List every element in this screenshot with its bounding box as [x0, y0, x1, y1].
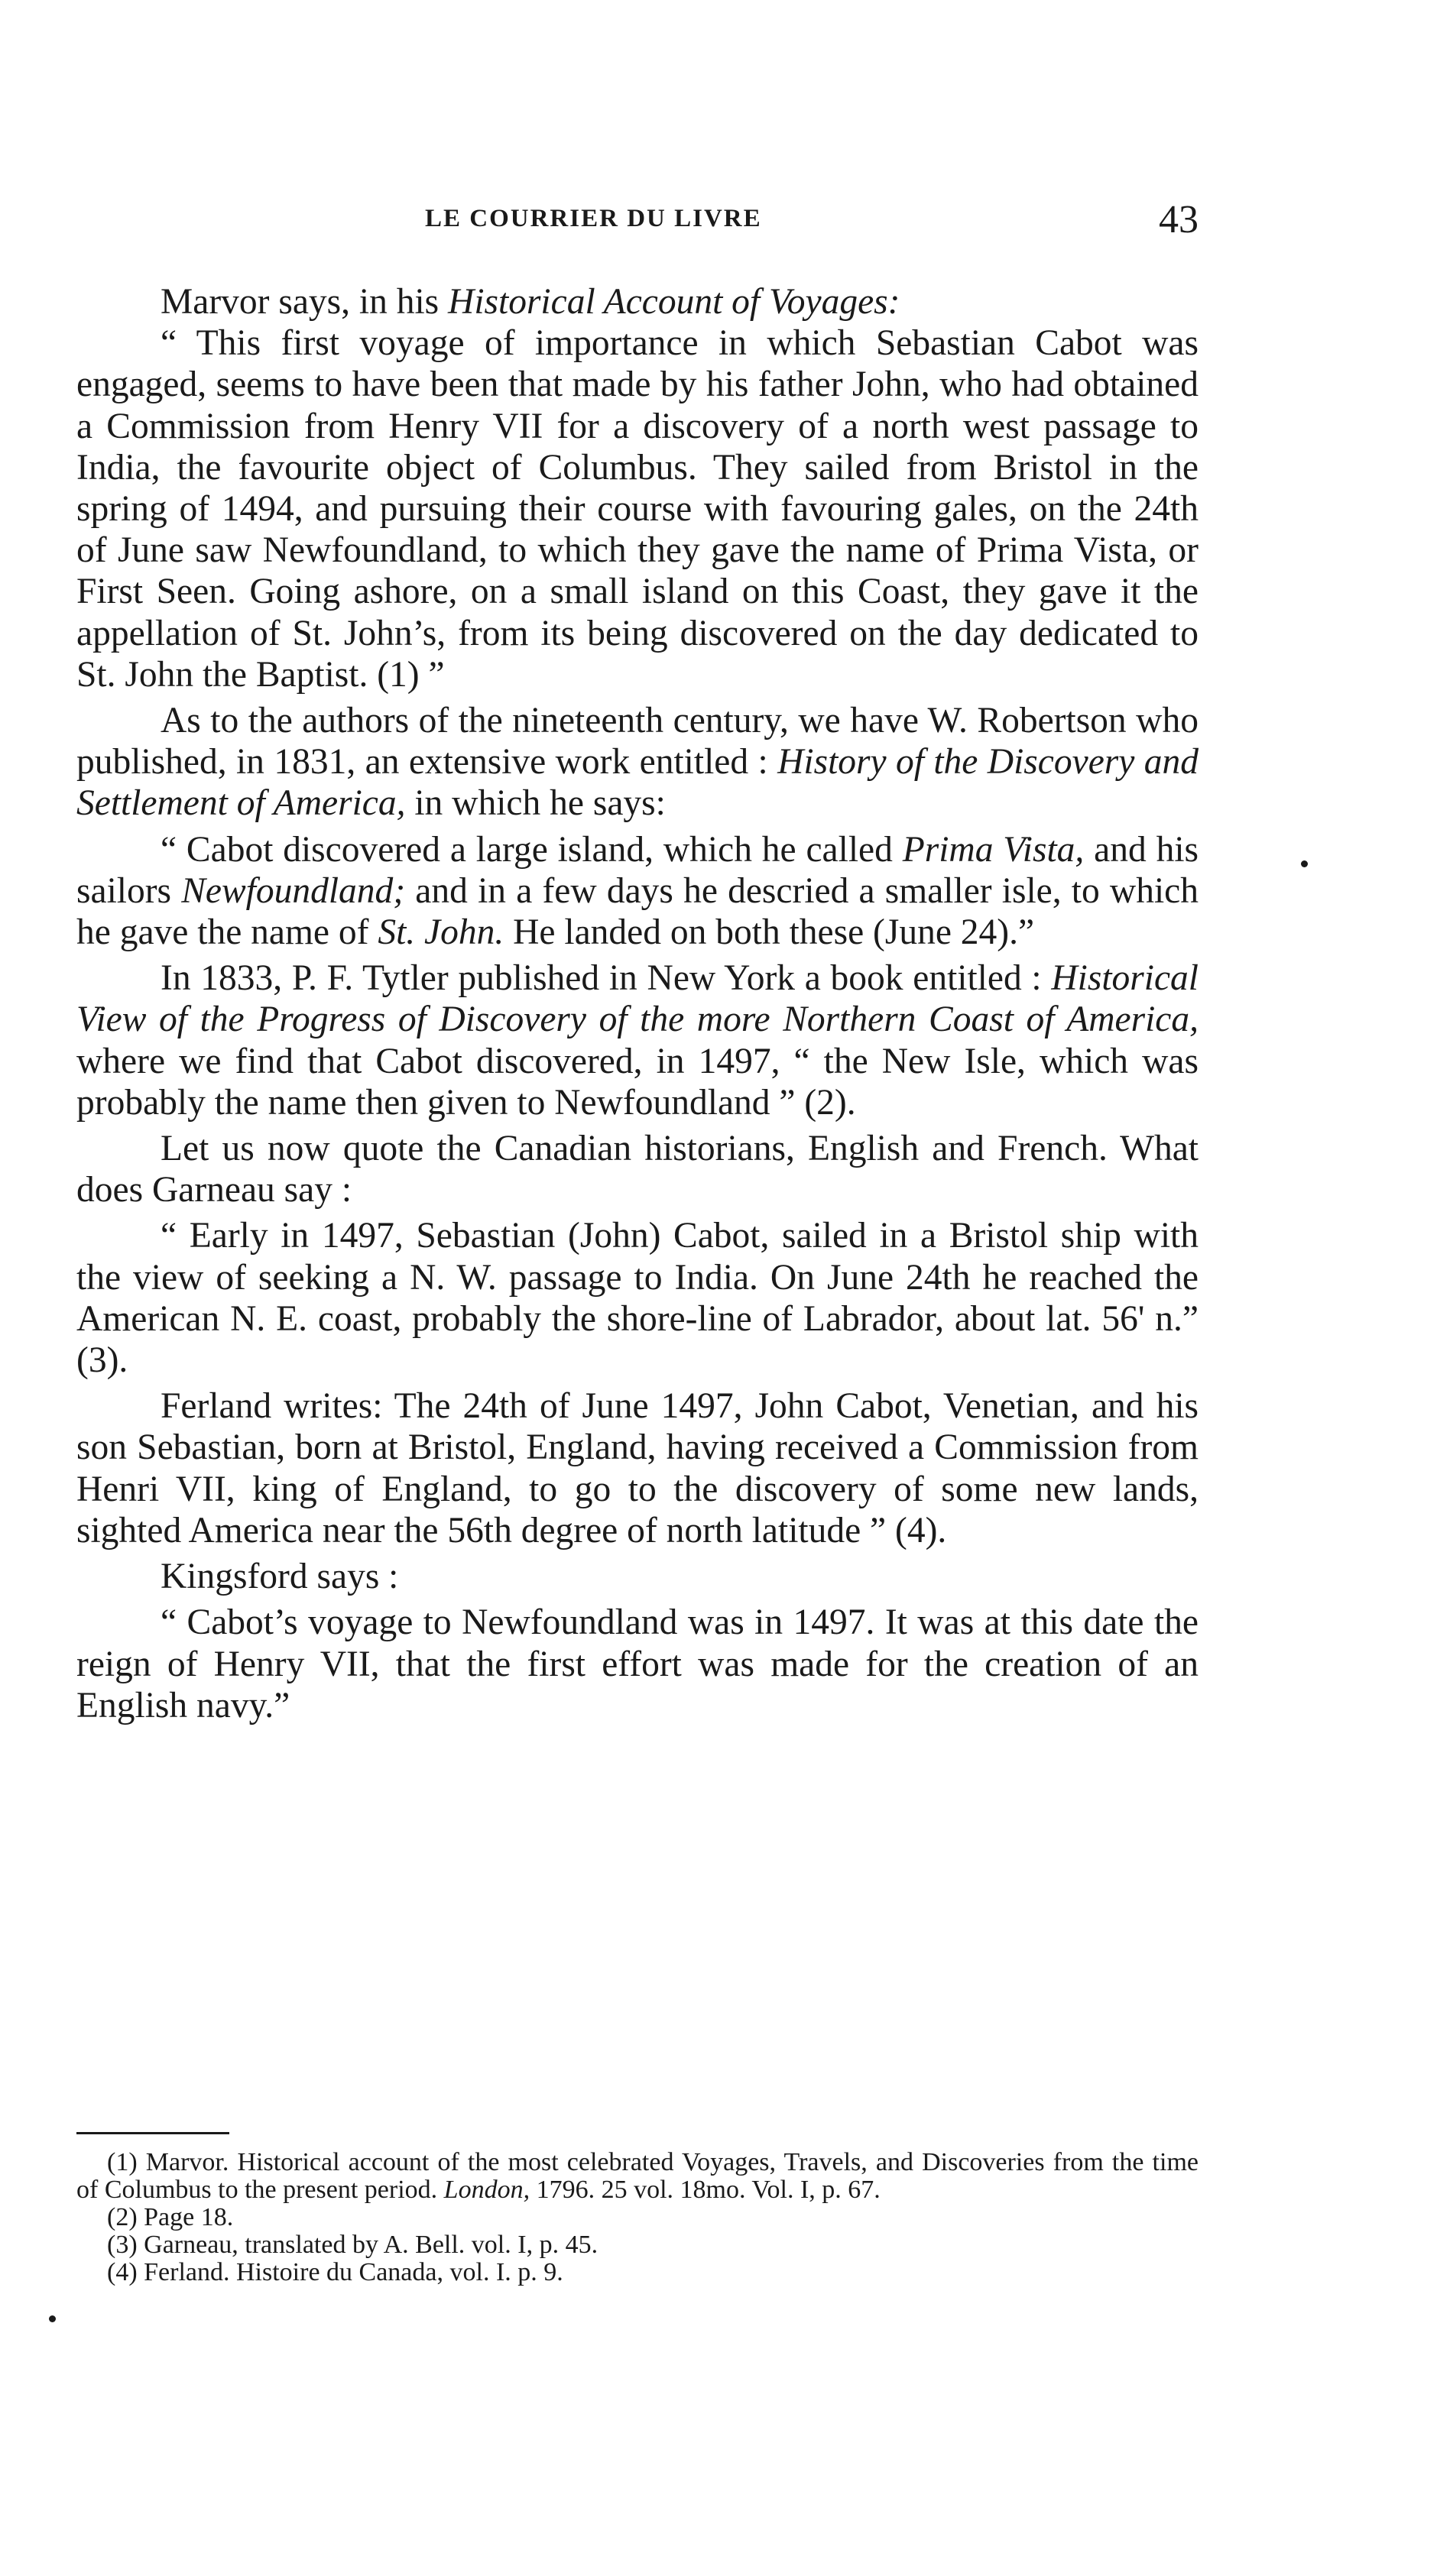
footnotes [76, 2149, 1199, 2286]
paragraph-9: Kingsford says : [161, 1557, 399, 1597]
ink-speck [1301, 860, 1308, 867]
ink-speck [49, 2315, 56, 2322]
paragraph-1 [76, 281, 1199, 322]
paragraph-8: Ferland writes: The 24th of June 1497, John Cabot, Venetian, and his son Sebastian, born at Bristol, England, having received a Commission from Henri VII, king of England, to go to the discovery of some new lands, sighted America near the 56th degree of north latitude ” (4). [76, 1386, 1199, 1550]
running-head: LE COURRIER DU LIVRE [425, 205, 762, 232]
paragraph-4-text: “ Cabot discovered a large island, which he called [161, 829, 903, 870]
paragraph-3-text-end: in which he says: [405, 783, 666, 824]
paragraph-4-text: He landed on both these (June 24).” [504, 912, 1035, 953]
footnote-1-text: (1) Marvor. Historical account of the most celebrated Voyages, Travels, and Discoveries from the time of Columbus to the present period. [76, 2148, 1199, 2204]
paragraph-4-text: and his sailors [76, 829, 1199, 911]
italic-name: Prima Vista, [902, 829, 1085, 870]
paragraph-1-text: Marvor says, in his [161, 282, 449, 322]
paragraph-3 [76, 700, 1199, 825]
footnote-2: (2) Page 18. [107, 2203, 234, 2231]
paragraph-5-text-end: where we find that Cabot discovered, in 1497, “ the New Isle, which was probably the name then given to Newfoundland ” (2). [76, 1041, 1199, 1123]
book-title-italic: Historical Account of Voyages: [448, 282, 900, 322]
paragraph-4 [76, 829, 1199, 954]
footnote-3: (3) Garneau, translated by A. Bell. vol. I, p. 45. [107, 2231, 598, 2259]
paragraph-7: “ Early in 1497, Sebastian (John) Cabot, sailed in a Bristol ship with the view of seeking a N. W. passage to India. On June 24th he reached the American N. E. coast, probably the shore-line of Labrador, about lat. 56' n.” (3). [76, 1216, 1199, 1381]
book-title-italic: Historical View of the Progress of Discovery of the more Northern Coast of America, [76, 958, 1199, 1040]
page-number: 43 [1159, 198, 1199, 241]
footnote-1 [76, 2149, 1199, 2204]
paragraph-5 [76, 957, 1199, 1123]
body-text [76, 281, 1199, 1726]
footnote-1-text-end: 1796. 25 vol. 18mo. Vol. I, p. 67. [530, 2176, 881, 2204]
paragraph-4-text: and in a few days he descried a smaller isle, to which he gave the name of [76, 870, 1199, 953]
paragraph-6: Let us now quote the Canadian historians, English and French. What does Garneau say : [76, 1129, 1199, 1210]
footnote-1-place-italic: London, [443, 2176, 530, 2204]
footnote-rule [76, 2132, 229, 2134]
footnote-4: (4) Ferland. Histoire du Canada, vol. I. p. 9. [107, 2258, 563, 2286]
paragraph-5-text: In 1833, P. F. Tytler published in New York a book entitled : [161, 958, 1052, 999]
paragraph-2: “ This first voyage of importance in which Sebastian Cabot was engaged, seems to have been that made by his father John, who had obtained a Commission from Henry VII for a discovery of a north west passage to India, the favourite object of Columbus. They sailed from Bristol in the spring of 1494, and pursuing their course with favouring gales, on the 24th of June saw Newfoundland, to which they gave the name of Prima Vista, or First Seen. Going ashore, on a small island on this Coast, they gave it the appellation of St. John’s, from its being discovered on the day dedicated to St. John the Baptist. (1) ” [76, 323, 1199, 695]
book-title-italic: History of the Discovery and Settlement of America, [76, 742, 1199, 824]
paragraph-10: “ Cabot’s voyage to Newfoundland was in 1497. It was at this date the reign of Henry VII, that the first effort was made for the creation of an English navy.” [76, 1602, 1199, 1725]
paragraph-3-text: As to the authors of the nineteenth century, we have W. Robertson who published, in 1831, an extensive work entitled : [76, 701, 1199, 783]
italic-name: Newfoundland; [181, 870, 406, 911]
italic-name: St. John. [378, 912, 504, 953]
page-header [425, 197, 1199, 243]
